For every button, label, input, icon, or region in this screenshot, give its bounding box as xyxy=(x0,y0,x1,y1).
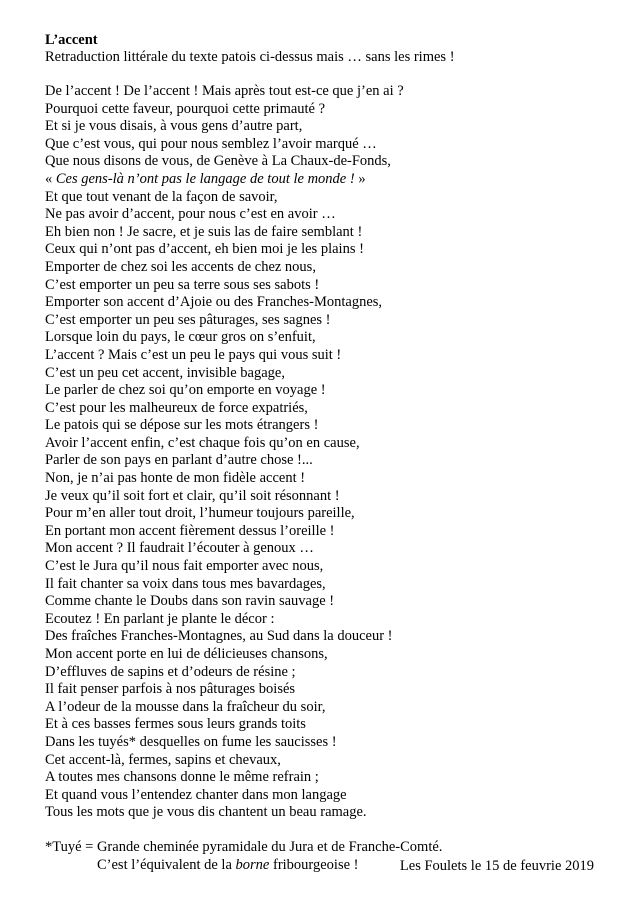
poem-line: Tous les mots que je vous dis chantent un beau ramage. xyxy=(45,804,367,821)
poem-body xyxy=(45,83,605,822)
poem-line: Le parler de chez soi qu’on emporte en voyage ! xyxy=(45,382,326,399)
poem-line: Dans les tuyés* desquelles on fume les saucisses ! xyxy=(45,733,337,750)
document-title: L’accent xyxy=(45,32,98,48)
poem-line: C’est pour les malheureux de force expatriés, xyxy=(45,399,308,416)
poem-line: Et à ces basses fermes sous leurs grands toits xyxy=(45,716,306,733)
poem-line: Non, je n’ai pas honte de mon fidèle accent ! xyxy=(45,470,306,487)
poem-line: Ceux qui n’ont pas d’accent, eh bien moi je les plains ! xyxy=(45,241,364,258)
poem-line: D’effluves de sapins et d’odeurs de résine ; xyxy=(45,663,296,680)
poem-line: Lorsque loin du pays, le cœur gros on s’enfuit, xyxy=(45,329,316,346)
footnote-line-1: *Tuyé = Grande cheminée pyramidale du Jura et de Franche-Comté. xyxy=(45,838,443,855)
poem-line: Cet accent-là, fermes, sapins et chevaux, xyxy=(45,751,281,768)
poem-line: Avoir l’accent enfin, c’est chaque fois qu’on en cause, xyxy=(45,434,360,451)
poem-line: Parler de son pays en parlant d’autre chose !... xyxy=(45,452,313,469)
poem-line: Emporter son accent d’Ajoie ou des Franches-Montagnes, xyxy=(45,294,383,311)
poem-line: En portant mon accent fièrement dessus l’oreille ! xyxy=(45,522,335,539)
poem-line: Pourquoi cette faveur, pourquoi cette primauté ? xyxy=(45,100,326,117)
poem-line: C’est emporter un peu sa terre sous ses sabots ! xyxy=(45,276,320,293)
document-subtitle: Retraduction littérale du texte patois ci-dessus mais … sans les rimes ! xyxy=(45,49,455,65)
poem-line: Que c’est vous, qui pour nous semblez l’avoir marqué … xyxy=(45,135,377,152)
poem-line: Et que tout venant de la façon de savoir, xyxy=(45,188,278,205)
poem-line: A toutes mes chansons donne le même refrain ; xyxy=(45,769,319,786)
poem-line: C’est un peu cet accent, invisible bagage, xyxy=(45,364,285,381)
poem-line: Pour m’en aller tout droit, l’humeur toujours pareille, xyxy=(45,505,355,522)
poem-line: Mon accent ? Il faudrait l’écouter à genoux … xyxy=(45,540,314,557)
poem-line: Je veux qu’il soit fort et clair, qu’il soit résonnant ! xyxy=(45,487,340,504)
poem-line: Il fait chanter sa voix dans tous mes bavardages, xyxy=(45,575,326,592)
signature-date: Les Foulets le 15 de feuvrie 2019 xyxy=(399,858,594,874)
poem-line: A l’odeur de la mousse dans la fraîcheur du soir, xyxy=(45,698,326,715)
poem-line: C’est emporter un peu ses pâturages, ses sagnes ! xyxy=(45,311,331,328)
poem-line: De l’accent ! De l’accent ! Mais après tout est-ce que j’en ai ? xyxy=(45,83,404,99)
poem-line: Et si je vous disais, à vous gens d’autre part, xyxy=(45,118,303,135)
poem-line: Des fraîches Franches-Montagnes, au Sud dans la douceur ! xyxy=(45,628,393,645)
footnote-text: C’est l’équivalent de la xyxy=(97,856,236,873)
poem-line: Il fait penser parfois à nos pâturages boisés xyxy=(45,681,296,698)
poem-line: Comme chante le Doubs dans son ravin sauvage ! xyxy=(45,593,335,610)
poem-line: Le patois qui se dépose sur les mots étrangers ! xyxy=(45,417,319,434)
poem-line: Ne pas avoir d’accent, pour nous c’est en avoir … xyxy=(45,206,336,223)
footnote-italic-word: borne xyxy=(235,856,270,873)
poem-line: Et quand vous l’entendez chanter dans mon langage xyxy=(45,786,347,803)
document-page xyxy=(45,32,605,874)
poem-line: Eh bien non ! Je sacre, et je suis las de faire semblant ! xyxy=(45,223,363,240)
poem-line: Mon accent porte en lui de délicieuses chansons, xyxy=(45,646,328,662)
poem-line: L’accent ? Mais c’est un peu le pays qui vous suit ! xyxy=(45,346,342,363)
poem-line: « Ces gens-là n’ont pas le langage de tout le monde ! » xyxy=(45,170,366,187)
poem-line: C’est le Jura qu’il nous fait emporter avec nous, xyxy=(45,558,324,575)
poem-line: Ecoutez ! En parlant je plante le décor : xyxy=(45,610,275,627)
poem-line: Emporter de chez soi les accents de chez nous, xyxy=(45,258,316,275)
footnote-text-end: fribourgeoise ! xyxy=(269,856,359,873)
poem-line: Que nous disons de vous, de Genève à La Chaux-de-Fonds, xyxy=(45,153,391,170)
